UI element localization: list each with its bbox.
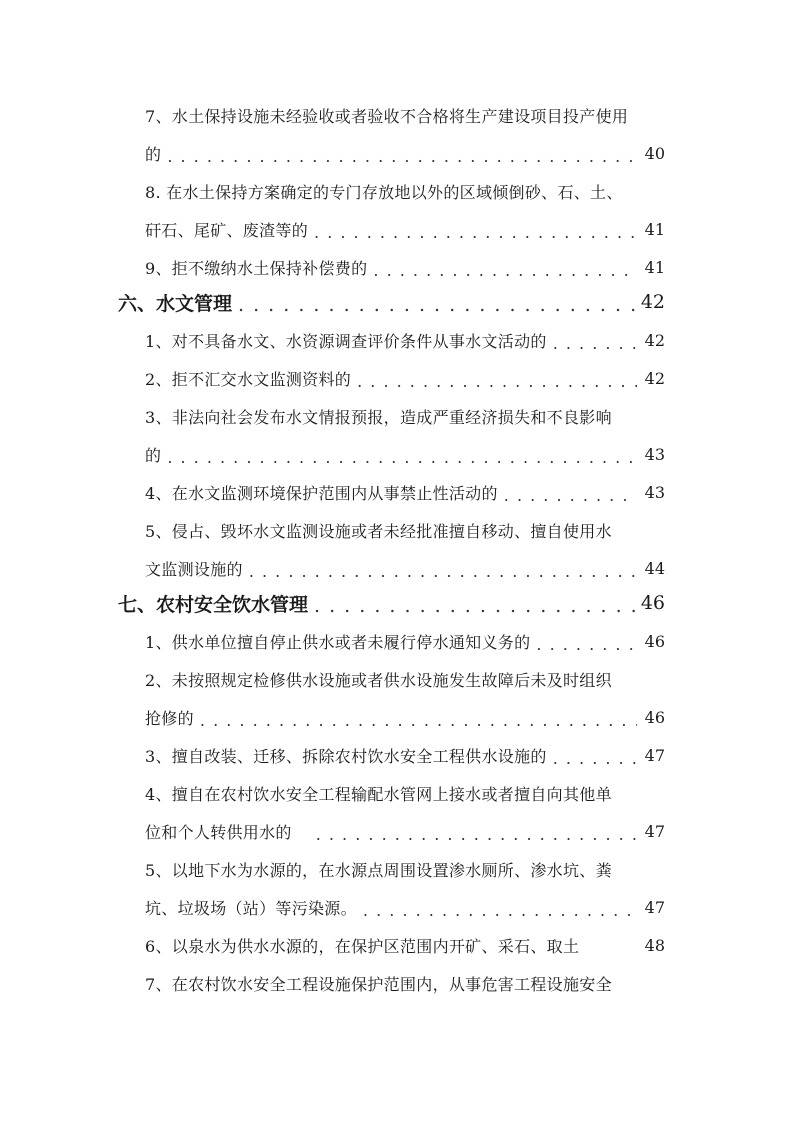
dot-leader (553, 749, 637, 768)
toc-entry-text: 位和个人转供用水的 (145, 822, 292, 842)
dot-leader (167, 448, 637, 467)
toc-entry-text: 文监测设施的 (145, 559, 243, 579)
toc-entry-text: 8. 在水土保持方案确定的专门存放地以外的区域倾倒砂、石、土、 (145, 182, 623, 202)
toc-entry-line[interactable] (145, 250, 665, 284)
dot-leader (314, 223, 637, 242)
toc-entry-line (145, 776, 665, 810)
page-number: 46 (644, 707, 665, 727)
toc-entry-text: 7、水土保持设施未经验收或者验收不合格将生产建设项目投产使用 (145, 106, 629, 126)
section-title: 七、农村安全饮水管理 (118, 593, 309, 616)
page-number: 43 (644, 482, 665, 502)
page-number: 44 (644, 558, 665, 578)
page-number: 46 (644, 631, 665, 651)
page-number: 46 (640, 592, 665, 614)
page-number: 41 (644, 219, 665, 239)
toc-entry-text: 3、非法向社会发布水文情报预报，造成严重经济损失和不良影响 (145, 407, 612, 427)
toc-entry-text: 9、拒不缴纳水土保持补偿费的 (145, 258, 368, 278)
page-number: 42 (644, 368, 665, 388)
toc-entry-text: 的 (145, 445, 162, 465)
toc-entry-text: 6、以泉水为供水水源的，在保护区范围内开矿、采石、取土 (145, 936, 580, 956)
section-title: 六、水文管理 (118, 292, 233, 315)
toc-entry-line[interactable] (145, 475, 665, 509)
toc-entry-line (145, 966, 665, 1000)
dot-leader (373, 261, 637, 280)
toc-entry-text: 1、供水单位擅自停止供水或者未履行停水通知义务的 (145, 632, 531, 652)
toc-entry-text: 坑、垃圾场（站）等污染源。 (145, 898, 357, 918)
page-number: 41 (644, 257, 665, 277)
toc-entry-text: 4、在水文监测环境保护范围内从事禁止性活动的 (145, 483, 498, 503)
toc-entry-line[interactable] (145, 890, 665, 924)
toc-entry-text: 抢修的 (145, 708, 194, 728)
page-number: 42 (640, 291, 665, 313)
toc-entry-text: 矸石、尾矿、废渣等的 (145, 220, 309, 240)
toc-entry-line[interactable] (145, 814, 665, 848)
dot-leader (314, 595, 635, 617)
toc-entry-line[interactable] (145, 136, 665, 170)
toc-entry-line (145, 98, 665, 132)
toc-entry-line (145, 662, 665, 696)
toc-section-heading[interactable] (118, 285, 665, 319)
toc-entry-line (145, 852, 665, 886)
toc-entry-line[interactable] (145, 212, 665, 246)
page-number: 47 (644, 897, 665, 917)
toc-entry-line[interactable] (145, 323, 665, 357)
dot-leader (357, 372, 637, 391)
toc-entry-text: 4、擅自在农村饮水安全工程输配水管网上接水或者擅自向其他单 (145, 784, 612, 804)
toc-section-heading[interactable] (118, 586, 665, 620)
toc-entry-text: 5、侵占、毁坏水文监测设施或者未经批准擅自移动、擅自使用水 (145, 521, 612, 541)
toc-entry-line (145, 399, 665, 433)
dot-leader (238, 294, 635, 316)
page-number: 47 (644, 745, 665, 765)
toc-entry-line (145, 513, 665, 547)
toc-entry-text: 1、对不具备水文、水资源调查评价条件从事水文活动的 (145, 331, 547, 351)
toc-entry-line[interactable] (145, 928, 665, 962)
toc-entry-line[interactable] (145, 738, 665, 772)
page-number: 40 (644, 143, 665, 163)
dot-leader (553, 334, 637, 353)
toc-entry-line[interactable] (145, 624, 665, 658)
toc-entry-line[interactable] (145, 361, 665, 395)
toc-entry-text: 7、在农村饮水安全工程设施保护范围内，从事危害工程设施安全 (145, 974, 612, 994)
dot-leader (536, 635, 637, 654)
toc-entry-line[interactable] (145, 437, 665, 471)
toc-entry-text: 5、以地下水为水源的，在水源点周围设置渗水厕所、渗水坑、粪 (145, 860, 612, 880)
dot-leader (249, 562, 637, 581)
dot-leader (316, 825, 637, 844)
page-number: 42 (644, 330, 665, 350)
toc-entry-line (145, 174, 665, 208)
dot-leader (363, 901, 637, 920)
toc-entry-line[interactable] (145, 551, 665, 585)
toc-entry-text: 2、拒不汇交水文监测资料的 (145, 369, 352, 389)
page-number: 47 (644, 821, 665, 841)
toc-entry-text: 3、擅自改装、迁移、拆除农村饮水安全工程供水设施的 (145, 746, 547, 766)
dot-leader (200, 711, 637, 730)
page-number: 43 (644, 444, 665, 464)
page-number: 48 (644, 935, 665, 955)
toc-entry-line[interactable] (145, 700, 665, 734)
dot-leader (167, 147, 637, 166)
dot-leader (504, 486, 637, 505)
toc-entry-text: 2、未按照规定检修供水设施或者供水设施发生故障后未及时组织 (145, 670, 612, 690)
toc-entry-text: 的 (145, 144, 162, 164)
